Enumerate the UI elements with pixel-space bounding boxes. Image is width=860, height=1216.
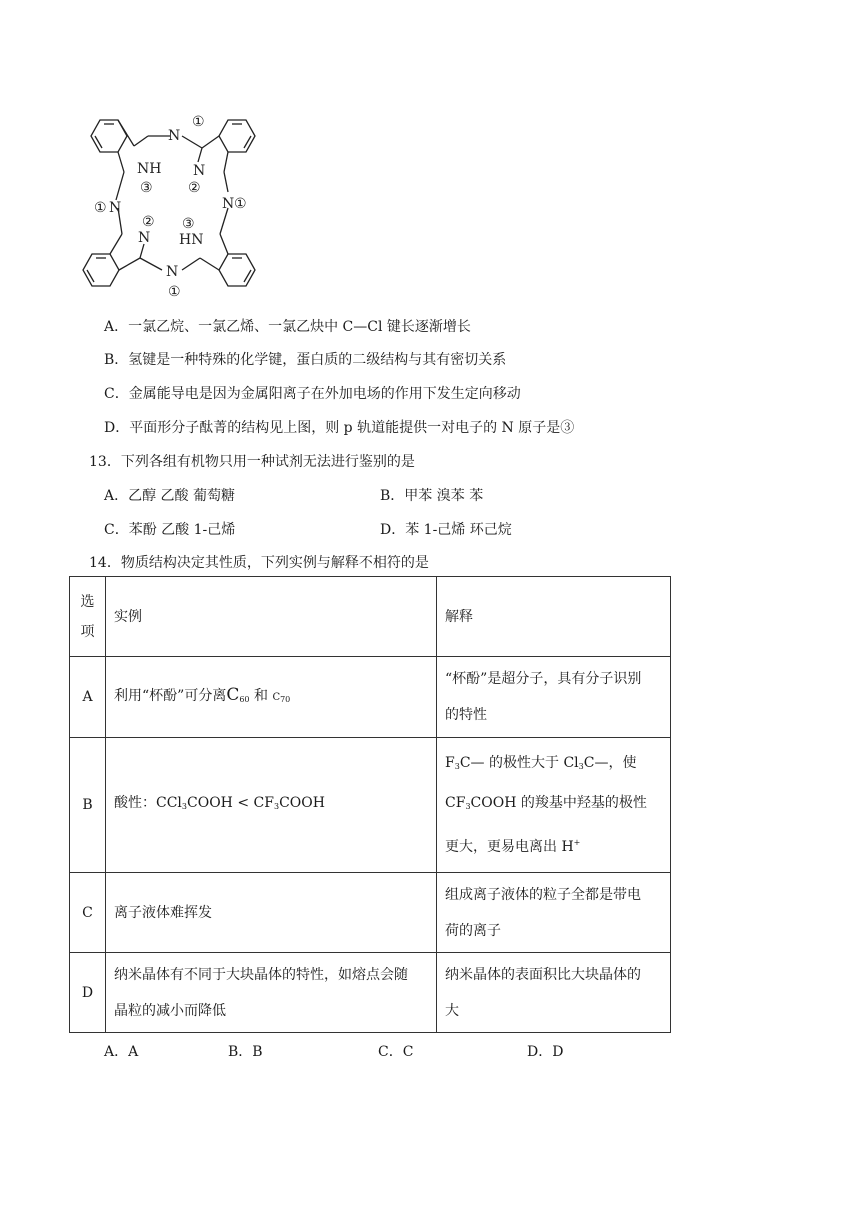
q12-option-c[interactable]: C．金属能导电是因为金属阳离子在外加电场的作用下发生定向移动 [104, 386, 521, 402]
n-label-bottom: N [166, 264, 179, 280]
n-label-left: N [109, 200, 122, 216]
q13-option-d[interactable]: D．苯 1-己烯 环己烷 [380, 522, 512, 538]
circled-3-right-lower: ③ [182, 216, 195, 232]
circled-3-left: ③ [140, 180, 153, 196]
circled-1-right: ① [234, 196, 247, 212]
row-b-explanation: $F_3C—$ 的极性大于 $Cl_3C—$，使 $CF_3COOH$ 的羧基中羟基的极性 更大，更易电离出 H+ [437, 738, 671, 873]
row-b-example: 酸性：CCl$_3$COOH < $CF_3COOH$ [106, 738, 437, 873]
q14-option-c[interactable]: C．C [378, 1044, 414, 1060]
n-label-right-upper: N [193, 163, 206, 179]
row-c-explanation: 组成离子液体的粒子全都是带电 荷的离子 [437, 873, 671, 953]
benzene-ring-top-right [219, 120, 255, 152]
row-b-option: B [70, 738, 106, 873]
row-a-example: 利用“杯酚”可分离$C_{60}$ 和 $C_{70}$ [106, 657, 437, 738]
row-a-explanation: “杯酚”是超分子，具有分子识别 的特性 [437, 657, 671, 738]
table-header-row [70, 577, 671, 657]
q14-table [69, 576, 671, 1033]
q13-stem: 13．下列各组有机物只用一种试剂无法进行鉴别的是 [89, 454, 415, 470]
q13-option-c[interactable]: C．苯酚 乙酸 1-己烯 [104, 522, 236, 538]
q12-option-b[interactable]: B．氢键是一种特殊的化学键，蛋白质的二级结构与其有密切关系 [104, 352, 507, 368]
circled-1-left: ① [94, 200, 107, 216]
circled-2-right-upper: ② [188, 180, 201, 196]
row-d-example: 纳米晶体有不同于大块晶体的特性，如熔点会随 晶粒的减小而降低 [106, 953, 437, 1033]
table-row-a [70, 657, 671, 738]
phthalocyanine-structure-figure [78, 108, 278, 304]
row-a-option: A [70, 657, 106, 738]
q14-stem: 14．物质结构决定其性质，下列实例与解释不相符的是 [89, 555, 429, 571]
q14-option-b[interactable]: B．B [228, 1044, 263, 1060]
q12-option-a[interactable]: A．一氯乙烷、一氯乙烯、一氯乙炔中 C—Cl 键长逐渐增长 [104, 319, 471, 335]
q14-option-a[interactable]: A．A [104, 1044, 139, 1060]
nh-label-left: NH [137, 161, 162, 177]
row-d-explanation: 纳米晶体的表面积比大块晶体的 大 [437, 953, 671, 1033]
n-label-left-lower: N [138, 230, 151, 246]
benzene-ring-bottom-left [83, 254, 119, 286]
row-c-example: 离子液体难挥发 [106, 873, 437, 953]
q13-option-b[interactable]: B．甲苯 溴苯 苯 [380, 488, 484, 504]
circled-1-bottom: ① [168, 284, 181, 300]
header-explanation: 解释 [437, 577, 671, 657]
table-row-c [70, 873, 671, 953]
circled-2-left-lower: ② [142, 214, 155, 230]
table-row-b [70, 738, 671, 873]
q13-option-a[interactable]: A．乙醇 乙酸 葡萄糖 [104, 488, 236, 504]
row-d-option: D [70, 953, 106, 1033]
q14-option-d[interactable]: D．D [527, 1044, 564, 1060]
n-label-top: N [168, 128, 181, 144]
table-row-d [70, 953, 671, 1033]
header-option: 选 项 [70, 577, 106, 657]
circled-1-top: ① [192, 114, 205, 130]
row-c-option: C [70, 873, 106, 953]
q12-option-d[interactable]: D．平面形分子酞菁的结构见上图，则 p 轨道能提供一对电子的 N 原子是③ [104, 420, 575, 436]
hn-label-right-lower: HN [179, 232, 204, 248]
benzene-ring-bottom-right [219, 254, 255, 286]
header-example: 实例 [106, 577, 437, 657]
n-label-right: N [222, 196, 235, 212]
